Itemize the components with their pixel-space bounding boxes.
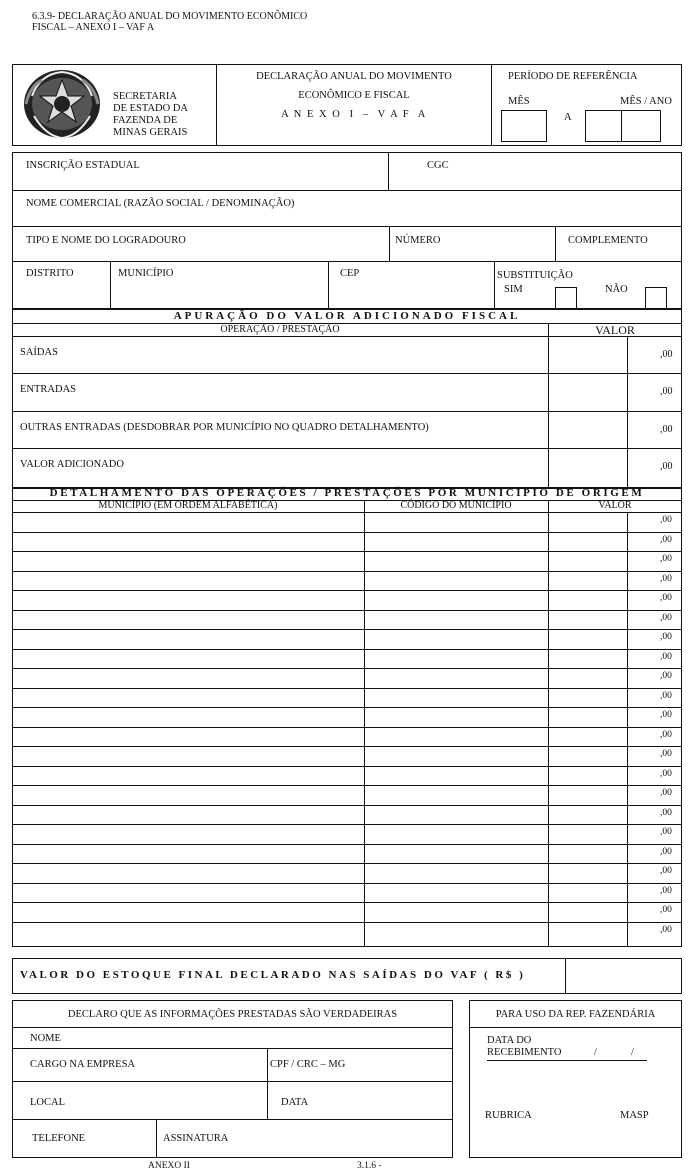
detalhamento-row-cents: ,00 (660, 866, 672, 876)
detalhamento-row (12, 551, 682, 552)
det-col-municipio: MUNICÍPIO (EM ORDEM ALFABÉTICA) (98, 500, 278, 511)
inscricao-label: INSCRIÇÃO ESTADUAL (26, 160, 140, 171)
decl-title-1: DECLARAÇÃO ANUAL DO MOVIMENTO (256, 71, 452, 82)
org-line: DE ESTADO DA (113, 103, 188, 114)
detalhamento-row-cents: ,00 (660, 924, 672, 935)
estoque-label: VALOR DO ESTOQUE FINAL DECLARADO NAS SAÍDAS DO VAF ( R$ ) (20, 969, 526, 981)
apuracao-title: APURAÇÃO DO VALOR ADICIONADO FISCAL (173, 310, 521, 322)
substituicao-label: SUBSTITUIÇÃO (497, 270, 573, 281)
detalhamento-row-cents: ,00 (660, 749, 672, 759)
rubrica-label: RUBRICA (485, 1110, 532, 1121)
detalhamento-row (12, 766, 682, 767)
detalhamento-row (12, 688, 682, 689)
detalhamento-row-cents: ,00 (660, 612, 672, 623)
mes-ano-label: MÊS / ANO (620, 96, 672, 107)
date-slash: / (594, 1047, 597, 1058)
detalhamento-row (12, 883, 682, 884)
detalhamento-row-cents: ,00 (660, 534, 672, 545)
org-line: FAZENDA DE (113, 115, 178, 126)
period-title: PERÍODO DE REFERÊNCIA (508, 71, 638, 82)
telefone-label: TELEFONE (32, 1133, 86, 1144)
apuracao-row-label: SAÍDAS (20, 347, 58, 358)
complemento-label: COMPLEMENTO (568, 235, 648, 246)
detalhamento-row-cents: ,00 (660, 768, 672, 779)
detalhamento-row-cents: ,00 (660, 905, 672, 915)
detalhamento-row (12, 532, 682, 533)
ano-fim-box[interactable] (621, 110, 661, 142)
local-label: LOCAL (30, 1097, 65, 1108)
identification-block (12, 152, 682, 309)
distrito-label: DISTRITO (26, 268, 74, 279)
detalhamento-row-cents: ,00 (660, 827, 672, 837)
detalhamento-row-cents: ,00 (660, 671, 672, 681)
municipio-label: MUNICÍPIO (118, 268, 174, 279)
detalhamento-row-cents: ,00 (660, 885, 672, 896)
decl-title-3: A N E X O I – V A F A (281, 109, 427, 120)
sim-label: SIM (504, 284, 523, 295)
coat-of-arms-icon (20, 66, 104, 144)
detalhamento-row-cents: ,00 (660, 788, 672, 798)
detalhamento-row-cents: ,00 (660, 554, 672, 564)
decl-title-2: ECONÔMICO E FISCAL (298, 90, 410, 101)
a-label: A (564, 112, 572, 123)
declaracao-title: DECLARO QUE AS INFORMAÇÕES PRESTADAS SÃO VERDADEIRAS (67, 1009, 398, 1020)
rep-block (469, 1000, 682, 1158)
mes-inicio-box[interactable] (501, 110, 547, 142)
header-line-1: 6.3.9- DECLARAÇÃO ANUAL DO MOVIMENTO ECONÔMICO (32, 11, 308, 22)
detalhamento-row (12, 610, 682, 611)
det-col-valor: VALOR (598, 500, 632, 511)
assinatura-label: ASSINATURA (163, 1133, 229, 1144)
detalhamento-row (12, 746, 682, 747)
sim-checkbox[interactable] (555, 287, 577, 309)
cargo-label: CARGO NA EMPRESA (30, 1059, 136, 1070)
detalhamento-row (12, 902, 682, 903)
org-line: MINAS GERAIS (113, 127, 188, 138)
detalhamento-block (12, 488, 682, 947)
apuracao-row-label: OUTRAS ENTRADAS (DESDOBRAR POR MUNICÍPIO NO QUADRO DETALHAMENTO) (20, 422, 429, 433)
detalhamento-row-cents: ,00 (660, 632, 672, 642)
data-do-label: DATA DO (487, 1035, 532, 1046)
detalhamento-row-cents: ,00 (660, 515, 672, 525)
apuracao-row-cents: ,00 (660, 424, 673, 435)
nao-label: NÃO (605, 284, 628, 295)
detalhamento-row (12, 571, 682, 572)
apuracao-row-label: ENTRADAS (20, 384, 77, 395)
recebimento-label: RECEBIMENTO (487, 1047, 562, 1058)
mes-label: MÊS (508, 96, 530, 107)
detalhamento-row (12, 727, 682, 728)
apuracao-row-label: VALOR ADICIONADO (20, 459, 124, 470)
detalhamento-row-cents: ,00 (660, 710, 672, 720)
nao-checkbox[interactable] (645, 287, 667, 309)
detalhamento-row (12, 668, 682, 669)
detalhamento-row (12, 590, 682, 591)
org-line: SECRETARIA (113, 91, 177, 102)
detalhamento-row (12, 922, 682, 923)
rep-title: PARA USO DA REP. FAZENDÁRIA (495, 1009, 656, 1020)
apuracao-row-cents: ,00 (660, 461, 673, 472)
det-col-codigo: CÓDIGO DO MUNICÍPIO (400, 500, 512, 511)
detalhamento-row-cents: ,00 (660, 846, 672, 857)
apuracao-col-valor: VALOR (595, 323, 635, 337)
detalhamento-title: DETALHAMENTO DAS OPERAÇÕES / PRESTAÇÕES POR MUNICÍPIO DE ORIGEM (49, 487, 645, 499)
detalhamento-row (12, 649, 682, 650)
header-line-2: FISCAL – ANEXO I – VAF A (32, 22, 155, 33)
apuracao-row-cents: ,00 (660, 349, 673, 360)
cpf-label: CPF / CRC – MG (270, 1059, 346, 1070)
cep-label: CEP (340, 268, 360, 279)
footer-page: 3.1.6 - (357, 1161, 382, 1171)
detalhamento-row (12, 512, 682, 513)
detalhamento-row (12, 629, 682, 630)
detalhamento-row (12, 805, 682, 806)
masp-label: MASP (620, 1110, 649, 1121)
detalhamento-row-cents: ,00 (660, 651, 672, 662)
date-slash: / (631, 1047, 634, 1058)
detalhamento-row (12, 844, 682, 845)
detalhamento-row (12, 707, 682, 708)
detalhamento-row (12, 785, 682, 786)
detalhamento-row (12, 824, 682, 825)
nome-comercial-label: NOME COMERCIAL (RAZÃO SOCIAL / DENOMINAÇÃO) (26, 198, 295, 209)
mes-fim-box[interactable] (585, 110, 623, 142)
logradouro-label: TIPO E NOME DO LOGRADOURO (26, 235, 186, 246)
apuracao-col-op: OPERAÇÃO / PRESTAÇÃO (220, 324, 340, 335)
nome-label: NOME (30, 1033, 61, 1044)
numero-label: NÚMERO (395, 235, 441, 246)
data-label: DATA (281, 1097, 309, 1108)
detalhamento-row-cents: ,00 (660, 807, 672, 818)
detalhamento-row-cents: ,00 (660, 690, 672, 701)
detalhamento-row-cents: ,00 (660, 573, 672, 584)
cgc-label: CGC (427, 160, 449, 171)
apuracao-row-cents: ,00 (660, 386, 673, 397)
detalhamento-row-cents: ,00 (660, 593, 672, 603)
detalhamento-row (12, 863, 682, 864)
footer-anexo: ANEXO II (148, 1161, 190, 1171)
detalhamento-row-cents: ,00 (660, 729, 672, 740)
